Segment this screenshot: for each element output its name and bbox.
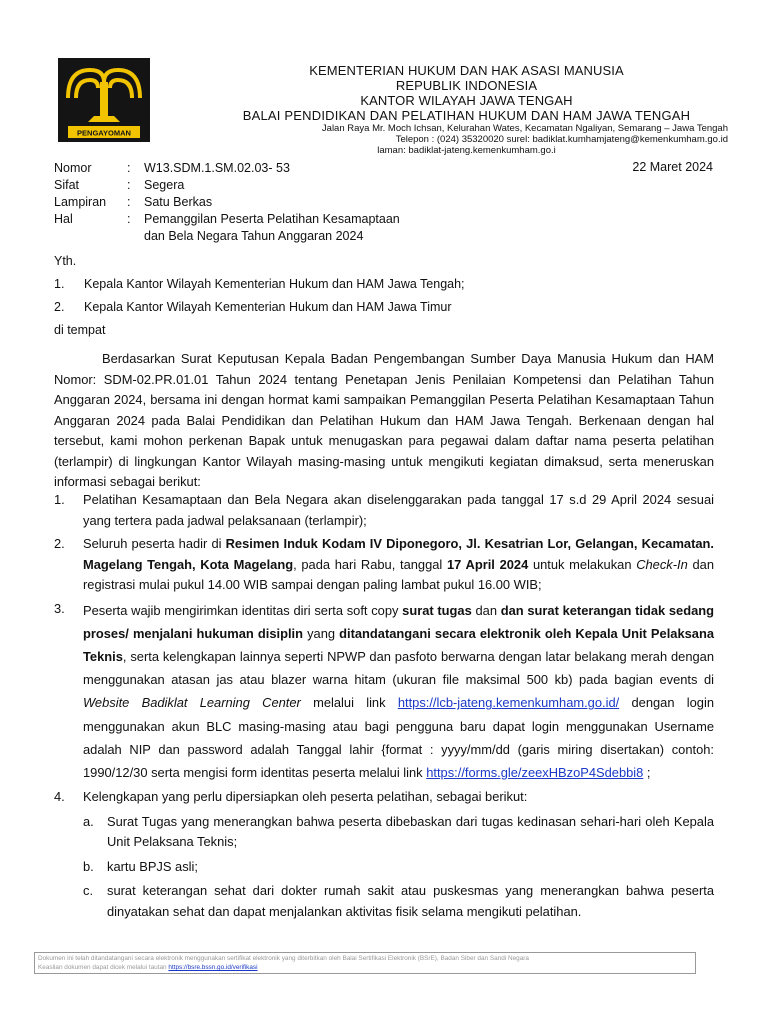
- address-line: Jalan Raya Mr. Moch Ichsan, Kelurahan Wates, Kecamatan Ngaliyan, Semarang – Jawa Tengah: [321, 123, 728, 134]
- text-run: , serta kelengkapan lainnya seperti NPWP dan pasfoto berwarna dengan latar belakang merah dengan menggunakan atasan jas atau blazer warna hitam (ukuran file maksimal 500 kb) pada bagian events di: [83, 648, 714, 688]
- hal-label: Hal: [54, 212, 73, 226]
- letter-meta: [54, 160, 400, 245]
- item-text: [83, 787, 714, 922]
- recipient-number: 1.: [54, 277, 65, 291]
- recipient-1: Kepala Kantor Wilayah Kementerian Hukum dan HAM Jawa Tengah;: [84, 277, 465, 291]
- bold-text: ditandatangani secara elektronik oleh Kepala Unit Pelaksana Teknis: [83, 625, 714, 664]
- item-number: 1.: [54, 492, 65, 507]
- text-run: yang: [303, 625, 340, 641]
- lcb-link[interactable]: https://lcb-jateng.kemenkumham.go.id/: [397, 695, 620, 711]
- text-run: dan: [471, 602, 501, 618]
- colon: :: [127, 195, 131, 209]
- footer-line2: [38, 963, 692, 972]
- sifat-value: Segera: [144, 178, 185, 192]
- sub-item-text: kartu BPJS asli;: [107, 858, 198, 874]
- verification-link[interactable]: https://bsre.bssn.go.id/verifikasi: [168, 964, 258, 971]
- greeting: Yth.: [54, 254, 77, 268]
- text-run: dengan login menggunakan akun BLC masing-masing atau bagi pengguna baru dapat login menggunakan Username adalah NIP dan password adalah Tanggal lahir {format : yyyy/mm/dd (garis miring disertakan) contoh: 1990/12/30 serta mengisi form identitas peserta melalui link: [83, 695, 714, 780]
- text-run: Keaslian dokumen dapat dicek melalui tautan: [38, 964, 169, 971]
- intro-paragraph: Berdasarkan Surat Keputusan Kepala Badan Pengembangan Sumber Daya Manusia Hukum dan HAM Nomor: SDM-02.PR.01.01 Tahun 2024 tentang Penetapan Jenis Penilaian Kompetensi dan Pelatihan Tahun Anggaran 2024, bersama ini dengan hormat kami sampaikan Pemanggilan Peserta Pelatihan Kesamaptaan Tahun Anggaran 2024 pada Balai Pendidikan dan Pelatihan Hukum dan HAM Jawa Tengah. Berkenaan dengan hal tersebut, kami mohon perkenan Bapak untuk menugaskan para pegawai dalam daftar nama peserta pelatihan (terlampir) di lingkungan Kantor Wilayah masing-masing untuk mengikuti kegiatan dimaksud, serta meneruskan informasi sebagai berikut:: [54, 351, 714, 489]
- phone-line: Telepon : (024) 35320020 surel: badiklat.kumhamjateng@kemenkumham.go.id: [395, 134, 728, 145]
- recipient-2: Kepala Kantor Wilayah Kementerian Hukum dan HAM Jawa Timur: [84, 300, 452, 314]
- sifat-label: Sifat: [54, 178, 80, 192]
- bold-text: surat tugas: [402, 602, 472, 618]
- colon: :: [127, 178, 131, 192]
- letterhead: [205, 63, 728, 156]
- sub-item-text: Surat Tugas yang menerangkan bahwa peserta dibebaskan dari tugas kedinasan sehari-hari oleh Kepala Unit Pelaksana Teknis;: [107, 813, 714, 850]
- text-run: Kelengkapan yang perlu dipersiapkan oleh peserta pelatihan, sebagai berikut:: [83, 789, 528, 805]
- website-line: laman: badiklat-jateng.kemenkumham.go.i: [377, 145, 556, 156]
- lampiran-label: Lampiran: [54, 195, 107, 209]
- sub-item-text: surat keterangan sehat dari dokter rumah sakit atau puskesmas yang menerangkan bahwa peserta dinyatakan sehat dan dapat menjalankan aktivitas fisik selama mengikuti pelatihan.: [107, 883, 714, 919]
- item-text: [83, 599, 714, 785]
- item-text: [83, 534, 714, 596]
- item-number: 4.: [54, 789, 65, 805]
- item-text: Pelatihan Kesamaptaan dan Bela Negara akan diselenggarakan pada tanggal 17 s.d 29 April 2024 sesuai yang tertera pada jadwal pelaksanaan (terlampir);: [83, 492, 714, 528]
- lampiran-value: Satu Berkas: [144, 195, 213, 209]
- hal-value-line2: dan Bela Negara Tahun Anggaran 2024: [144, 229, 364, 243]
- event-date: 17 April 2024: [446, 556, 529, 572]
- unit-name: BALAI PENDIDIKAN DAN PELATIHAN HUKUM DAN HAM JAWA TENGAH: [242, 108, 691, 123]
- sub-item: [83, 881, 714, 922]
- venue-text: Resimen Induk Kodam IV Diponegoro, Jl. Kesatrian Lor, Gelangan, Kecamatan. Magelang Tengah, Kota Magelang: [83, 536, 715, 572]
- sub-item: [83, 812, 714, 853]
- hal-value: [144, 211, 400, 245]
- republic-name: REPUBLIK INDONESIA: [395, 78, 538, 93]
- sub-item-letter: b.: [83, 858, 94, 874]
- letter-date: 22 Maret 2024: [632, 160, 713, 174]
- recipients: [54, 253, 465, 339]
- colon: :: [127, 212, 131, 226]
- letter-body: [54, 349, 714, 493]
- form-link[interactable]: https://forms.gle/zeexHBzoP4Sdebbi8: [426, 764, 644, 780]
- ministry-logo: [58, 58, 150, 142]
- colon: :: [127, 161, 131, 175]
- sub-item-letter: c.: [83, 883, 94, 899]
- nomor-value: W13.SDM.1.SM.02.03- 53: [144, 161, 290, 175]
- item-number: 2.: [54, 536, 65, 551]
- recipient-place: di tempat: [54, 323, 106, 337]
- nomor-label: Nomor: [54, 161, 92, 175]
- sub-item-letter: a.: [83, 813, 94, 829]
- office-name: KANTOR WILAYAH JAWA TENGAH: [360, 93, 573, 108]
- esign-footer: [34, 952, 696, 974]
- item-number: 3.: [54, 600, 65, 616]
- text-run: Peserta wajib mengirimkan identitas diri serta soft copy: [83, 602, 403, 618]
- hal-value-line1: Pemanggilan Peserta Pelatihan Kesamaptaan: [144, 212, 400, 226]
- italic-text: Website Badiklat Learning Center: [83, 695, 301, 711]
- check-in-term: Check-In: [636, 556, 688, 572]
- ministry-name: KEMENTERIAN HUKUM DAN HAK ASASI MANUSIA: [309, 63, 624, 78]
- footer-line1: Dokumen ini telah ditandatangani secara elektronik menggunakan sertifikat elektronik yang diterbitkan oleh Balai Sertifikasi Elektronik (BSrE), Badan Siber dan Sandi Negara: [38, 955, 529, 962]
- list-item: [54, 599, 714, 785]
- text-run: ;: [643, 764, 651, 780]
- list-item: [54, 787, 714, 922]
- instruction-list: [54, 490, 714, 925]
- text-run: Seluruh peserta hadir di: [83, 536, 226, 551]
- bold-text: dan surat keterangan tidak sedang proses/ menjalani hukuman disiplin: [83, 602, 715, 641]
- list-item: [54, 490, 714, 531]
- text-run: untuk melakukan: [528, 556, 637, 572]
- recipient-number: 2.: [54, 300, 65, 314]
- pengayoman-emblem-icon: [58, 58, 150, 142]
- list-item: [54, 534, 714, 596]
- text-run: melalui link: [300, 695, 398, 711]
- logo-caption: PENGAYOMAN: [77, 128, 131, 138]
- text-run: , pada hari Rabu, tanggal: [293, 556, 447, 572]
- text-run: dan registrasi mulai pukul 14.00 WIB sampai dengan paling lambat pukul 16.00 WIB;: [83, 556, 714, 592]
- sub-item: [83, 857, 714, 878]
